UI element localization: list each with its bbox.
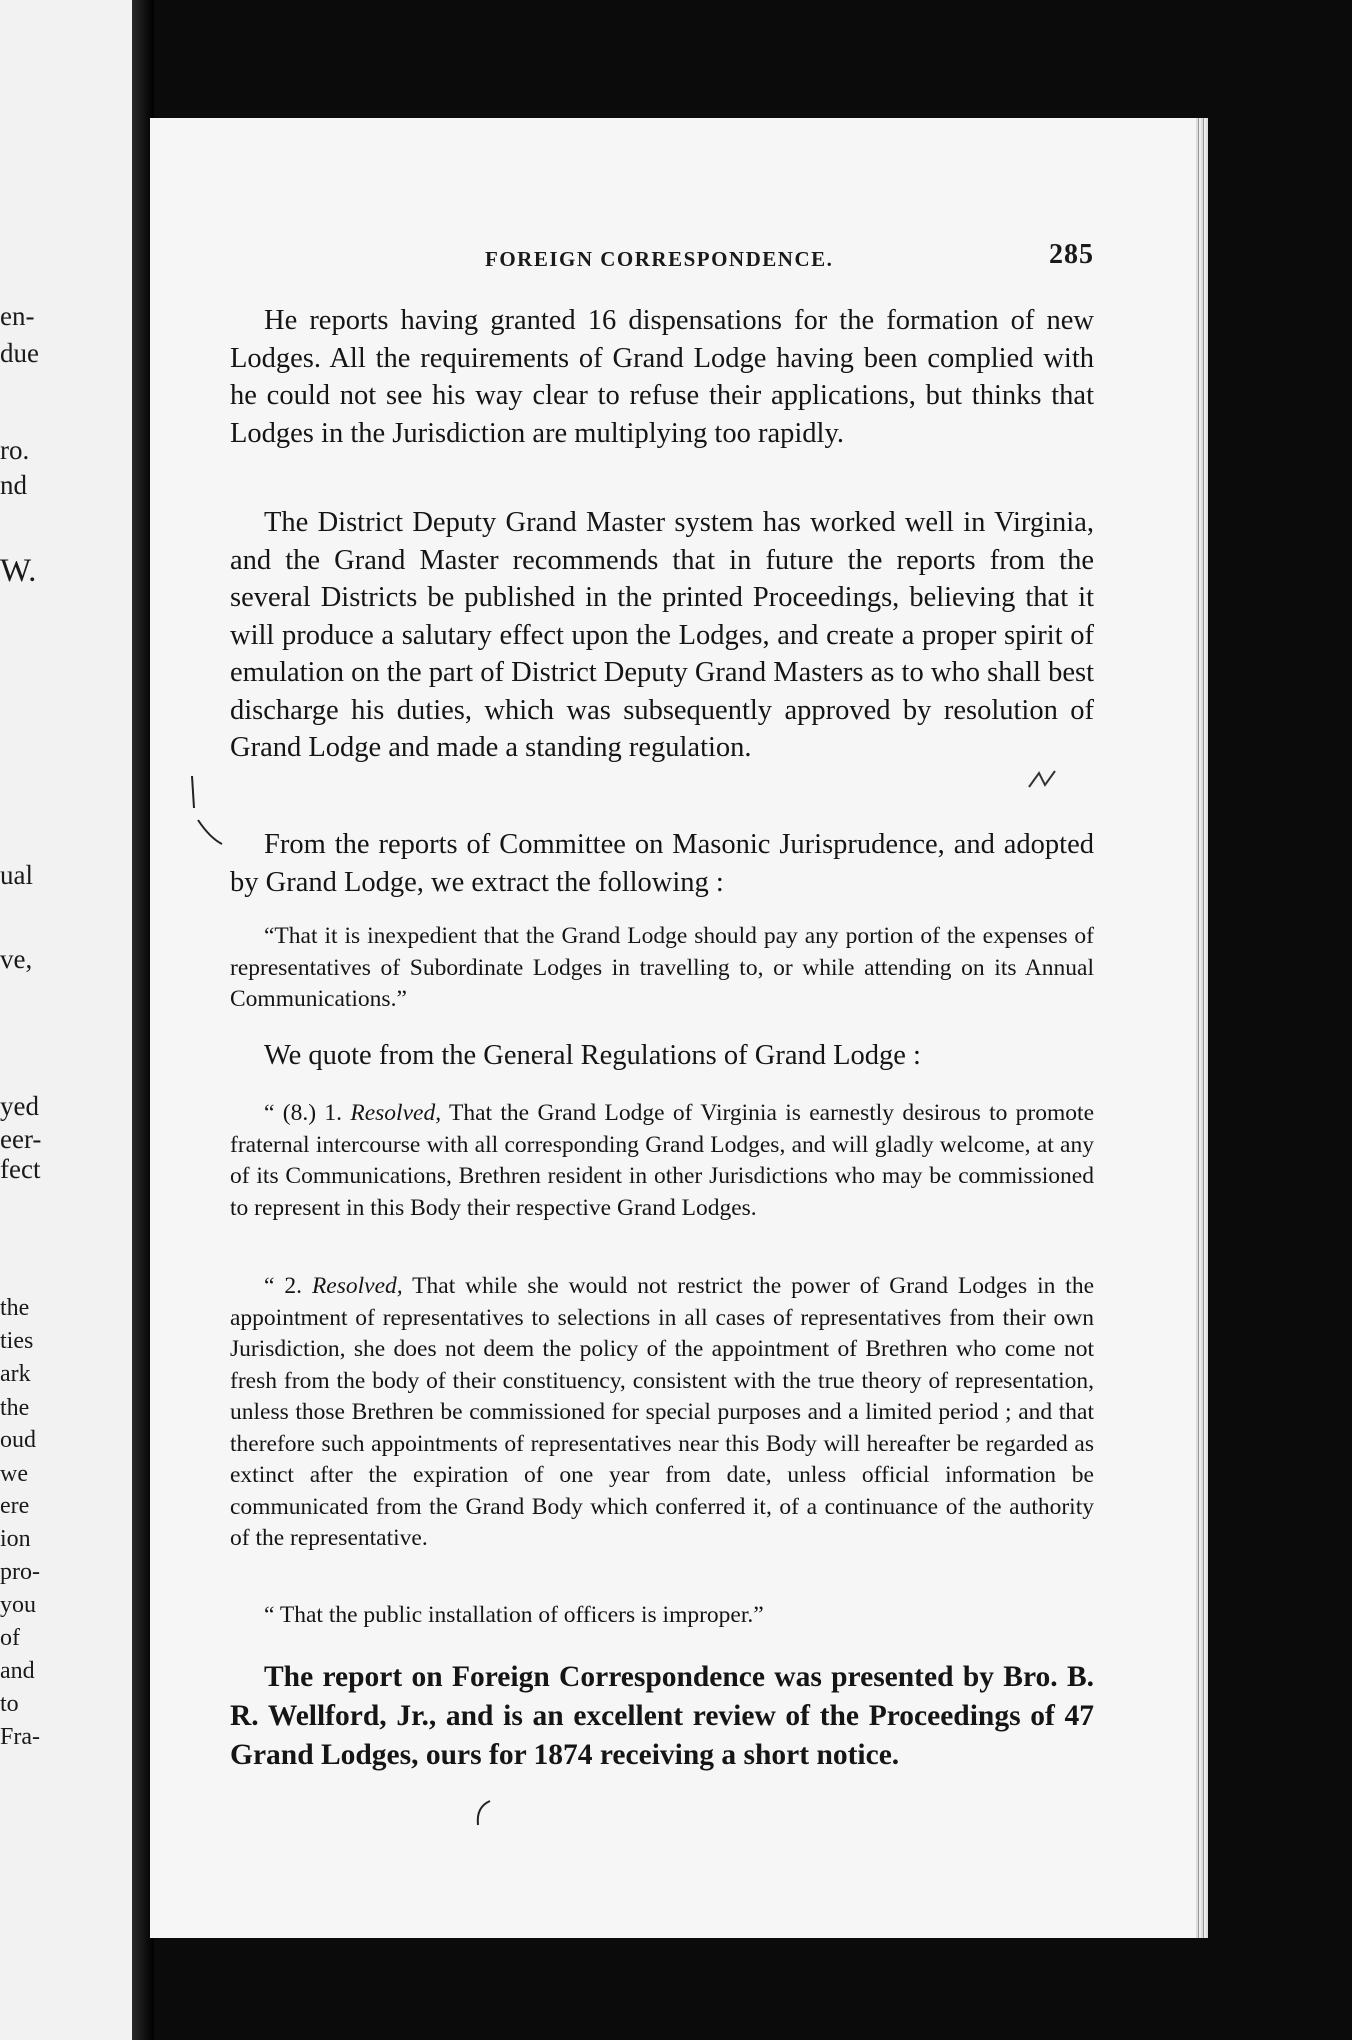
- running-head: FOREIGN CORRESPONDENCE.: [485, 247, 834, 271]
- quote-installation: “ That the public installation of officers is improper.”: [264, 1602, 764, 1628]
- pencil-mark: [180, 768, 240, 848]
- left-fragment-word: ual: [0, 860, 33, 890]
- left-fragment-word: en-: [0, 301, 35, 331]
- resolved-label: Resolved,: [311, 1273, 403, 1299]
- paragraph-jurisprudence: From the reports of Committee on Masonic Jurisprudence, and adopted by Grand Lodge, we extract the following :: [230, 829, 1094, 898]
- left-fragment-word: to: [0, 1691, 19, 1717]
- resolved-label: Resolved,: [350, 1100, 442, 1126]
- resolution-text: That the Grand Lodge of Virginia is earnestly desirous to promote fraternal intercourse with all corresponding Grand Lodges, and will gladly welcome, at any of its Communications, Brethren resident in other Jurisdictions who may be commissioned to represent in this Body their respective Grand Lodges.: [230, 1100, 1095, 1221]
- quote-resolution-two: [230, 1271, 1094, 1555]
- paragraph-dispensations: He reports having granted 16 dispensations for the formation of new Lodges. All the requirements of Grand Lodge having been complied with he could not see his way clear to refuse their applications, but thinks that Lodges in the Jurisdiction are multiplying too rapidly.: [230, 305, 1094, 449]
- left-fragment-word: ve,: [0, 944, 33, 974]
- quote-expenses: “That it is inexpedient that the Grand Lodge should pay any portion of the expenses of representatives of Subordinate Lodges in travelling to, or while attending on its Annual Communications.”: [230, 923, 1094, 1012]
- left-fragment-word: Fra-: [0, 1724, 40, 1750]
- left-fragment-word: and: [0, 1658, 35, 1684]
- left-fragment-word: due: [0, 338, 39, 368]
- resolution-number: “ 2.: [264, 1273, 312, 1299]
- resolution-number: “ (8.) 1.: [264, 1100, 351, 1126]
- left-fragment-word: nd: [0, 470, 27, 500]
- left-fragment-word: the: [0, 1295, 30, 1321]
- left-fragment-word: you: [0, 1592, 36, 1618]
- left-fragment-word: oud: [0, 1427, 36, 1453]
- quote-resolution-one: [230, 1098, 1094, 1224]
- left-fragment-word: the: [0, 1395, 30, 1421]
- pencil-mark: [1025, 765, 1075, 795]
- left-fragment-word: ion: [0, 1526, 31, 1552]
- left-fragment-word: eer-: [0, 1124, 42, 1154]
- page-edge: [1196, 118, 1208, 1938]
- left-fragment-word: ere: [0, 1493, 30, 1519]
- left-fragment-word: ark: [0, 1361, 31, 1387]
- left-fragment-word: ties: [0, 1328, 34, 1354]
- page-number: 285: [1049, 239, 1094, 270]
- left-fragment-word: yed: [0, 1091, 39, 1121]
- left-fragment-word: ro.: [0, 435, 30, 465]
- paragraph-foreign-report: The report on Foreign Correspondence was presented by Bro. B. R. Wellford, Jr., and is an excellent review of the Proceedings of 47 Grand Lodges, ours for 1874 receiving a short notice.: [230, 1661, 1094, 1771]
- left-fragment-word: fect: [0, 1154, 41, 1184]
- left-fragment-word: of: [0, 1625, 20, 1651]
- left-fragment-word: pro-: [0, 1559, 40, 1585]
- resolution-text: That while she would not restrict the power of Grand Lodges in the appointment of representatives to selections in all cases of representatives from their own Jurisdiction, she does not deem the policy of the appointment of Brethren who come not fresh from the body of their constituency, consistent with the true theory of representation, unless those Brethren be commissioned for special purposes and a limited period ; and that therefore such appointments of representatives near this Body will hereafter be regarded as extinct after the expiration of one year from date, unless official information be communicated from the Grand Body which conferred it, of a continuance of the authority of the representative.: [230, 1273, 1095, 1551]
- left-fragment-word: we: [0, 1461, 28, 1487]
- pencil-mark: [468, 1795, 498, 1831]
- left-fragment-word: W.: [0, 553, 37, 589]
- left-page-fragment: [0, 0, 140, 2040]
- paragraph-general-regulations: We quote from the General Regulations of Grand Lodge :: [264, 1040, 921, 1071]
- paragraph-district-deputy: The District Deputy Grand Master system has worked well in Virginia, and the Grand Master recommends that in future the reports from the several Districts be published in the printed Proceedings, believing that it will produce a salutary effect upon the Lodges, and create a proper spirit of emulation on the part of District Deputy Grand Masters as to who shall best discharge his duties, which was subsequently approved by resolution of Grand Lodge and made a standing regulation.: [230, 507, 1094, 763]
